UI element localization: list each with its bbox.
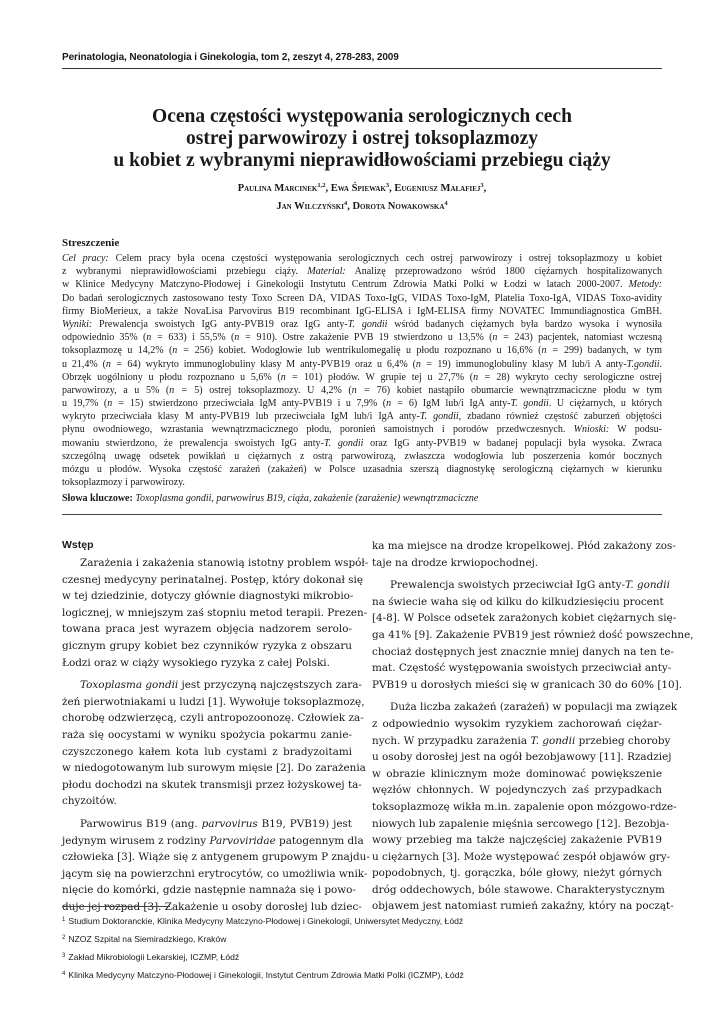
body-line: Toxoplasma gondii jest przyczyną najczęstszych zara-: [80, 679, 362, 692]
body-line: czyszczonego kałem kota lub cystami z bradyzoitami: [62, 745, 352, 758]
footnotes: [62, 912, 662, 984]
body-line: w obrazie klinicznym może dominować powiększenie: [372, 767, 662, 780]
abstract-line: mózgu u płodów. Wysoka częstość zarażeń (zakażeń) w Polsce uzasadnia szerszą diagnostykę serologiczną ciężarnych w kierunku: [62, 464, 662, 475]
keywords: [62, 493, 662, 504]
abstract-line: szczególną uwagę odsetek powikłań u ciężarnych z ostrą parwowirozą, zwłaszcza wodogłowia lub poszerzenia komór bocznych: [62, 450, 662, 462]
abstract-line: Obrzęk uogólniony u płodu rozpoznano u 5,6% (n = 101) płodów. W grupie tej u 27,7% (n = 28) wykryto cechy serologiczne ostrej: [62, 371, 663, 383]
abstract-line: wykryto przeciwciała klasy M anty-PVB19 lub przeciwciała IgM lub/i IgA anty-T. gondii, zbadano również częstość zaburzeń objętości: [62, 411, 662, 423]
body-line: duje jej rozpad [3]. Zakażenie u osoby dorosłej lub dziec-: [62, 900, 362, 913]
abstract-line: w Klinice Medycyny Matczyno-Płodowej i Ginekologii Instytutu Centrum Zdrowia Matki Polki w Łodzi w latach 2000-2007. Metody:: [62, 279, 662, 291]
body-line: chyzoitów.: [62, 795, 117, 808]
abstract-line: toksoplazmozę u 14,2% (n = 256) kobiet. Wodogłowie lub wentrikulomegalię u płodu rozpoznano u 16,6% (n = 299) badanych, w tym: [62, 345, 663, 357]
body-line: żeń pierwotniakami u ludzi [1]. Wywołuje toksoplazmozę,: [62, 695, 365, 708]
body-line: towana praca jest wyrazem objęcia nadzorem serolo-: [62, 623, 352, 636]
author-name: Eugeniusz Małafiej: [394, 183, 481, 194]
running-head: Perinatologia, Neonatologia i Ginekologia, tom 2, zeszyt 4, 278-283, 2009: [62, 52, 399, 63]
footnote-number: 1: [62, 917, 66, 923]
author-line: [62, 196, 662, 214]
author-affiliation: 4: [444, 200, 448, 207]
body-line: gicznym grupy kobiet bez czynników ryzyka z obszaru: [62, 639, 352, 652]
body-line: Duża liczba zakażeń (zarażeń) w populacji ma związek: [390, 701, 678, 714]
author-name: Dorota Nowakowska: [352, 201, 445, 212]
author-name: Jan Wilczyński: [276, 201, 344, 212]
body-line: mat. Częstość występowania swoistych przeciwciał anty-: [372, 662, 672, 675]
body-line: objawem jest natomiast rumień zakaźny, który na począt-: [372, 900, 674, 913]
abstract-line: mowaniu stwierdzono, że prewalencja swoistych IgG anty-T. gondii oraz IgG anty-PVB19 w badanej populacji była wysoka. Zwraca: [62, 437, 662, 449]
body-line: płodu dochodzi na skutek transmisji przez łożyskowej ta-: [62, 778, 362, 791]
body-column-left: [62, 537, 370, 915]
body-line: chorobę odzwierzęcą, czyli antropozoonozę. Człowiek za-: [62, 712, 364, 725]
author-separator: ,: [325, 183, 331, 194]
footnote: $^2$ NZOZ Szpital na Siemiradzkiego, Kraków: [62, 934, 227, 944]
abstract-line: toksoplazmozy i parwowirozy.: [62, 477, 185, 489]
footnote: $^4$ Klinika Medycyny Matczyno-Płodowej i Ginekologii, Instytut Centrum Zdrowia Matki Polki (ICZMP), Łódź: [62, 970, 464, 980]
footnote-number: 2: [62, 935, 66, 941]
body-line: niowych lub zapalenie mięśnia sercowego [12]. Bezobja-: [372, 817, 670, 830]
body-line: taje na drodze krwiopochodnej.: [372, 556, 539, 569]
author-affiliation: 3: [385, 182, 390, 189]
body-line: u ciężarnych [3]. Może występować zespół objawów gry-: [372, 850, 671, 863]
body-line: nięcie do komórki, gdzie następnie namnaża się i powo-: [62, 884, 356, 897]
abstract-line: u 19,7% (n = 15) stwierdzono przeciwciała IgM anty-PVB19 i u 7,9% (n = 6) IgM lub/i IgA anty-T. gondii. U ciężarnych, u których: [62, 398, 663, 410]
body-line: jedynym wirusem z rodziny Parvoviridae patogennym dla: [62, 834, 364, 847]
body-line: popodobnych, tj. gorączka, bóle głowy, nieżyt górnych: [372, 867, 662, 880]
body-line: człowieka [3]. Wiąże się z antygenem grupowym P znajdu-: [62, 851, 370, 864]
abstract-line: Cel pracy: Celem pracy była ocena częstości występowania serologicznych cech ostrej parwowirozy i ostrej toksoplazmozy u kobiet: [62, 253, 662, 264]
author-separator: ,: [389, 183, 395, 194]
body-line: w tej dziedzinie, dotyczy głównie diagnostyki mikrobio-: [62, 590, 354, 603]
title-line: Ocena częstości występowania serologicznych cech: [152, 106, 572, 127]
body-line: w niedogotowanym lub surowym mięsie [2]. Do zarażenia: [62, 762, 366, 775]
body-line: węzłów chłonnych. W pojedynczych zaś przypadkach: [372, 784, 662, 797]
section-heading: Wstęp: [62, 539, 94, 551]
abstract-line: Wyniki: Prewalencja swoistych IgG anty-PVB19 oraz IgG anty-T. gondii wśród badanych ciężarnych była bardzo wysoka i wynosiła: [62, 318, 662, 330]
author-name: Paulina Marcinek: [237, 183, 318, 194]
body-line: z odpowiednio wysokim ryzykiem zachorowań ciężar-: [372, 717, 662, 730]
author-separator: ,: [483, 183, 487, 194]
body-line: Prewalencja swoistych przeciwciał IgG anty-T. gondii: [390, 579, 670, 592]
author-name: Ewa Śpiewak: [330, 183, 386, 194]
body-line: u osoby dorosłej jest na ogół bezobjawowy [11]. Rzadziej: [372, 751, 672, 764]
abstract-line: u 21,4% (n = 64) wykryto immunoglobuliny klasy M anty-PVB19 oraz u 6,4% (n = 19) immunoglobuliny klasy M lub/i A anty-T.gondii.: [62, 358, 663, 370]
footnote-rule: [62, 906, 170, 907]
body-line: raża się oocystami w wyniku spożycia pokarmu zanie-: [62, 728, 352, 741]
header-rule: [62, 68, 662, 69]
body-line: chociaż dostępnych jest znacznie mniej danych na ten te-: [372, 645, 674, 658]
keywords-text: Toxoplasma gondii, parwowirus B19, ciąża, zakażenie (zarażenie) wewnątrzmaciczne: [135, 493, 479, 504]
body-line: ka ma miejsce na drodze kropelkowej. Płód zakażony zos-: [372, 540, 676, 552]
abstract-line: płynu owodniowego, wzrastania wewnątrzmacicznego płodu, poronień samoistnych i porodów przedwczesnych. Wnioski: W podsu-: [62, 424, 662, 436]
body-line: Zarażenia i zakażenia stanowią istotny problem współ-: [80, 557, 369, 569]
body-line: na świecie waha się od kilku do kilkudziesięciu procent: [372, 595, 664, 608]
body-line: wowy przebieg ma także najczęściej zakażenie PVB19: [372, 834, 662, 847]
footnote-number: 4: [62, 971, 66, 977]
author-affiliation: 1,2: [317, 182, 326, 189]
abstract-line: parwowirozy, a u 5% (n = 5) ostrej toksoplazmozy. U 4,2% (n = 76) kobiet nastąpiło obumarcie wewnątrzmaciczne płodu w tym: [62, 384, 663, 396]
body-line: Parwowirus B19 (ang. parvovirus B19, PVB19) jest: [80, 817, 352, 830]
author-affiliation: 4: [343, 200, 348, 207]
author-affiliation: 3: [480, 182, 484, 189]
body-line: toksoplazmozę wikła m.in. zapalenie opon mózgowo-rdze-: [372, 800, 677, 813]
abstract-line: odpowiednio 35% (n = 633) i 55,5% (n = 910). Ostre zakażenie PVB 19 stwierdzono u 13,5% (n = 243) pacjentek, natomiast wczesną: [62, 332, 663, 344]
abstract-line: firmy BioMerieux, a także NovaLisa Parvovirus B19 recombinant IgG-ELISA i IgM-ELISA firmy NOVATEC Immundiagnostica GmBH.: [62, 305, 662, 317]
body-line: logicznej, w mniejszym zaś stopniu metod terapii. Prezen-: [62, 606, 368, 619]
abstract-body: [62, 252, 662, 489]
title-line: ostrej parwowirozy i ostrej toksoplazmozy: [185, 128, 539, 149]
title-line: u kobiet z wybranymi nieprawidłowościami przebiegu ciąży: [113, 150, 611, 171]
keywords-label: Słowa kluczowe:: [62, 493, 133, 504]
body-line: Łodzi oraz w ciąży wysokiego ryzyka z całej Polski.: [62, 656, 330, 669]
author-list: [62, 178, 662, 214]
body-line: [4-8]. W Polsce odsetek zarażonych kobiet ciężarnych się-: [372, 612, 677, 625]
abstract-line: Do badań serologicznych zastosowano testy Toxo Screen DA, VIDAS Toxo-IgG, VIDAS Toxo-IgM, Platelia Toxo-IgA, VIDAS Toxo-avidity: [62, 292, 662, 304]
section-rule: [62, 514, 662, 515]
footnote: $^3$ Zakład Mikrobiologii Lekarskiej, ICZMP, Łódź: [62, 952, 240, 962]
author-line: [62, 178, 662, 196]
footnote: $^1$ Studium Doktoranckie, Klinika Medycyny Matczyno-Płodowej i Ginekologii, Uniwersytet Medyczny, Łódź: [62, 916, 464, 926]
abstract-line: z wybranymi nieprawidłowościami przebiegu ciąży. Material: Analizę przeprowadzono wśród 1800 ciężarnych hospitalizowanych: [62, 266, 662, 278]
author-separator: ,: [347, 201, 353, 212]
body-line: ga 41% [9]. Zakażenie PVB19 jest również dość powszechne,: [372, 628, 694, 641]
body-line: PVB19 u dorosłych mieści się w granicach 30 do 60% [10].: [372, 678, 682, 691]
body-line: dróg oddechowych, bóle stawowe. Charakterystycznym: [372, 883, 665, 896]
body-line: jącym się na powierzchni erytrocytów, co umożliwia wnik-: [62, 867, 368, 880]
article-title: [62, 106, 662, 172]
footnote-number: 3: [62, 953, 66, 959]
body-line: nych. W przypadku zarażenia T. gondii przebieg choroby: [372, 734, 671, 747]
abstract-heading: Streszczenie: [62, 237, 120, 249]
body-column-right: [372, 538, 694, 915]
body-line: czesnej medycyny perinatalnej. Postęp, który dokonał się: [62, 573, 363, 586]
